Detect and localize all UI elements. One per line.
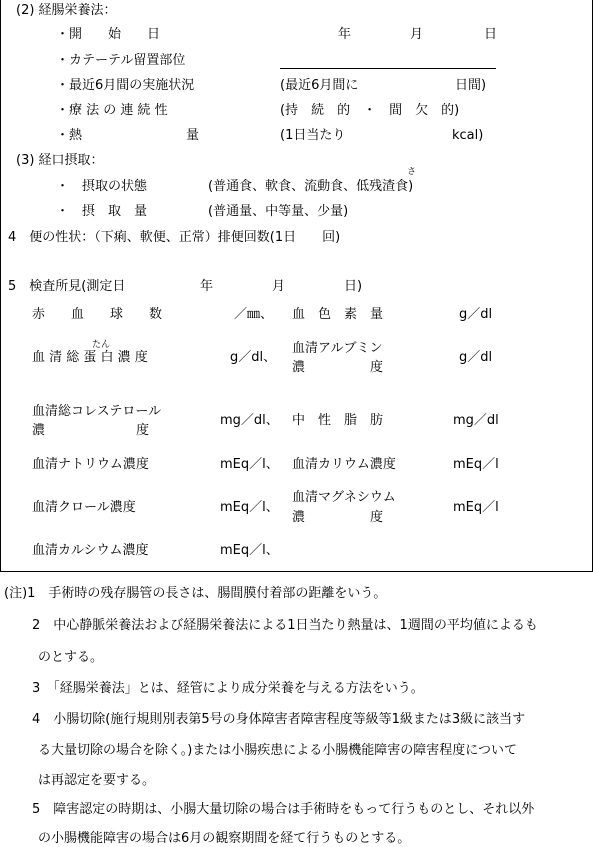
oral-form-ruby: さ	[407, 167, 417, 177]
calorie-label: ・熱	[56, 128, 83, 143]
calcium-unit: mEq／l、	[220, 543, 279, 558]
start-month-label: 月	[410, 27, 424, 42]
triglyceride-label: 中 性 脂 肪	[292, 413, 384, 428]
sodium-unit: mEq／l、	[220, 457, 279, 472]
start-year-label: 年	[338, 27, 352, 42]
lab-heading: 5 検査所見(測定日	[8, 279, 126, 294]
albumin-label-1: 血清アルブミン	[292, 341, 383, 356]
triglyceride-unit: mg／dl	[453, 413, 499, 428]
chloride-label: 血清クロール濃度	[32, 500, 136, 515]
tp-ruby: たん	[92, 340, 111, 350]
oral-form-value: (普通食、軟食、流動食、低残渣食)	[208, 179, 414, 194]
calorie-unit: kcal)	[452, 128, 484, 143]
note-5a: 5 障害認定の時期は、小腸大量切除の場合は手術時をもって行うものとし、それ以外	[32, 802, 535, 817]
oral-heading: (3) 経口摂取：	[16, 153, 104, 168]
lab-year: 年	[200, 279, 214, 294]
potassium-label: 血清カリウム濃度	[292, 457, 396, 472]
recent-6-months-label: ・最近6月間の実施状況	[56, 78, 195, 93]
lab-day: 日)	[344, 279, 363, 294]
note-2a: 2 中心静脈栄養法および経腸栄養法による1日当たり熱量は、1週間の平均値によるも	[32, 618, 538, 633]
oral-amount-label: ・ 摂 取 量	[56, 204, 148, 219]
start-date-label: ・開 始 日	[56, 27, 161, 42]
note-5b: の小腸機能障害の場合は6月の観察期間を経て行うものとする。	[38, 831, 411, 846]
recent-6-months-open: (最近6月間に	[280, 78, 359, 93]
note-3: 3 「経腸栄養法」とは、経管により成分栄養を与える方法をいう。	[32, 681, 424, 696]
calorie-value-open: (1日当たり	[280, 128, 346, 143]
magnesium-label-2: 濃 度	[292, 510, 384, 525]
oral-amount-value: (普通量、中等量、少量)	[208, 204, 349, 219]
albumin-label-2: 濃 度	[292, 360, 384, 375]
enteral-heading: (2) 経腸栄養法：	[16, 3, 117, 18]
rbc-unit: ／㎜、	[234, 307, 274, 322]
albumin-unit: g／dl	[459, 350, 493, 365]
continuity-label: ・療 法 の 連 続 性	[56, 103, 168, 118]
note-1: (注)1 手術時の残存腸管の長さは、腸間膜付着部の距離をいう。	[4, 586, 387, 601]
cholesterol-label-1: 血清総コレステロール	[32, 404, 162, 419]
chloride-unit: mEq／l、	[220, 500, 279, 515]
calcium-label: 血清カルシウム濃度	[32, 543, 149, 558]
catheter-site-blank	[280, 68, 496, 69]
cholesterol-label-2: 濃 度	[32, 423, 150, 438]
recent-6-months-close: 日間)	[455, 78, 487, 93]
hb-unit: g／dl	[459, 307, 493, 322]
cholesterol-unit: mg／dl、	[220, 413, 279, 428]
note-2b: のとする。	[38, 650, 104, 665]
start-day-label: 日	[484, 27, 498, 42]
note-4b: る大量切除の場合を除く。)または小腸疾患による小腸機能障害の障害程度について	[38, 743, 518, 758]
lab-month: 月	[272, 279, 286, 294]
calorie-label-2: 量	[186, 128, 200, 143]
catheter-site-label: ・カテーテル留置部位	[56, 53, 186, 68]
magnesium-label-1: 血清マグネシウム	[292, 490, 396, 505]
total-protein-label: 血 清 総 蛋 白 濃 度	[32, 350, 148, 365]
stool-line: 4 便の性状：（下痢、軟便、正常）排便回数(1日 回)	[8, 230, 341, 245]
note-4c: は再認定を要する。	[38, 773, 156, 788]
oral-form-label: ・ 摂取の状態	[56, 179, 148, 194]
hb-label: 血 色 素 量	[292, 307, 384, 322]
sodium-label: 血清ナトリウム濃度	[32, 457, 149, 472]
total-protein-unit: g／dl、	[230, 350, 277, 365]
potassium-unit: mEq／l	[453, 457, 499, 472]
continuity-value: (持 続 的 ・ 間 欠 的)	[280, 103, 460, 118]
magnesium-unit: mEq／l	[453, 500, 499, 515]
note-4a: 4 小腸切除(施行規則別表第5号の身体障害者障害程度等級等1級または3級に該当す	[32, 712, 526, 727]
rbc-label: 赤 血 球 数	[32, 307, 163, 322]
